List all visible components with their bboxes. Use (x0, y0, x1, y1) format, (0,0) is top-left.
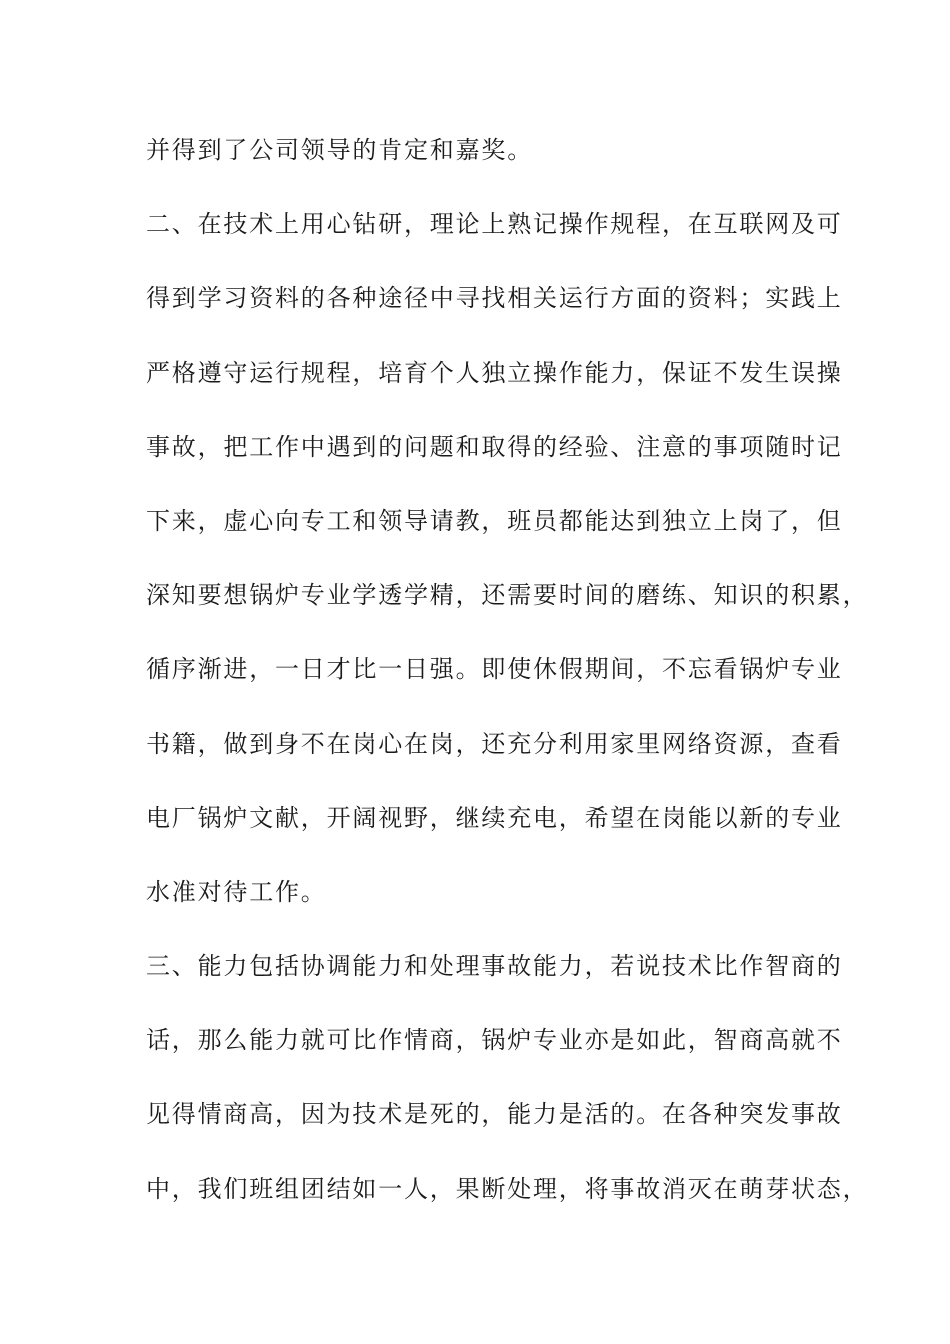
text-line: 电厂锅炉文献，开阔视野，继续充电，希望在岗能以新的专业 (146, 803, 843, 832)
text-line: 三、能力包括协调能力和处理事故能力，若说技术比作智商的 (146, 952, 843, 981)
text-line: 得到学习资料的各种途径中寻找相关运行方面的资料；实践上 (146, 284, 843, 313)
text-line: 中，我们班组团结如一人，果断处理，将事故消灭在萌芽状态， (146, 1174, 869, 1203)
text-line: 二、在技术上用心钻研，理论上熟记操作规程，在互联网及可 (146, 210, 843, 239)
text-line: 见得情商高，因为技术是死的，能力是活的。在各种突发事故 (146, 1100, 843, 1129)
text-line: 并得到了公司领导的肯定和嘉奖。 (146, 136, 533, 164)
text-line: 事故，把工作中遇到的问题和取得的经验、注意的事项随时记 (146, 432, 843, 461)
text-line: 水准对待工作。 (146, 877, 327, 906)
text-line: 书籍，做到身不在岗心在岗，还充分利用家里网络资源，查看 (146, 729, 843, 758)
text-line: 话，那么能力就可比作情商，锅炉专业亦是如此，智商高就不 (146, 1026, 843, 1055)
text-line: 下来，虚心向专工和领导请教，班员都能达到独立上岗了，但 (146, 506, 843, 535)
text-line: 严格遵守运行规程，培育个人独立操作能力，保证不发生误操 (146, 358, 843, 387)
body-text (146, 128, 869, 1241)
text-line: 深知要想锅炉专业学透学精，还需要时间的磨练、知识的积累， (146, 581, 869, 610)
text-line: 循序渐进，一日才比一日强。即使休假期间，不忘看锅炉专业 (146, 655, 843, 684)
